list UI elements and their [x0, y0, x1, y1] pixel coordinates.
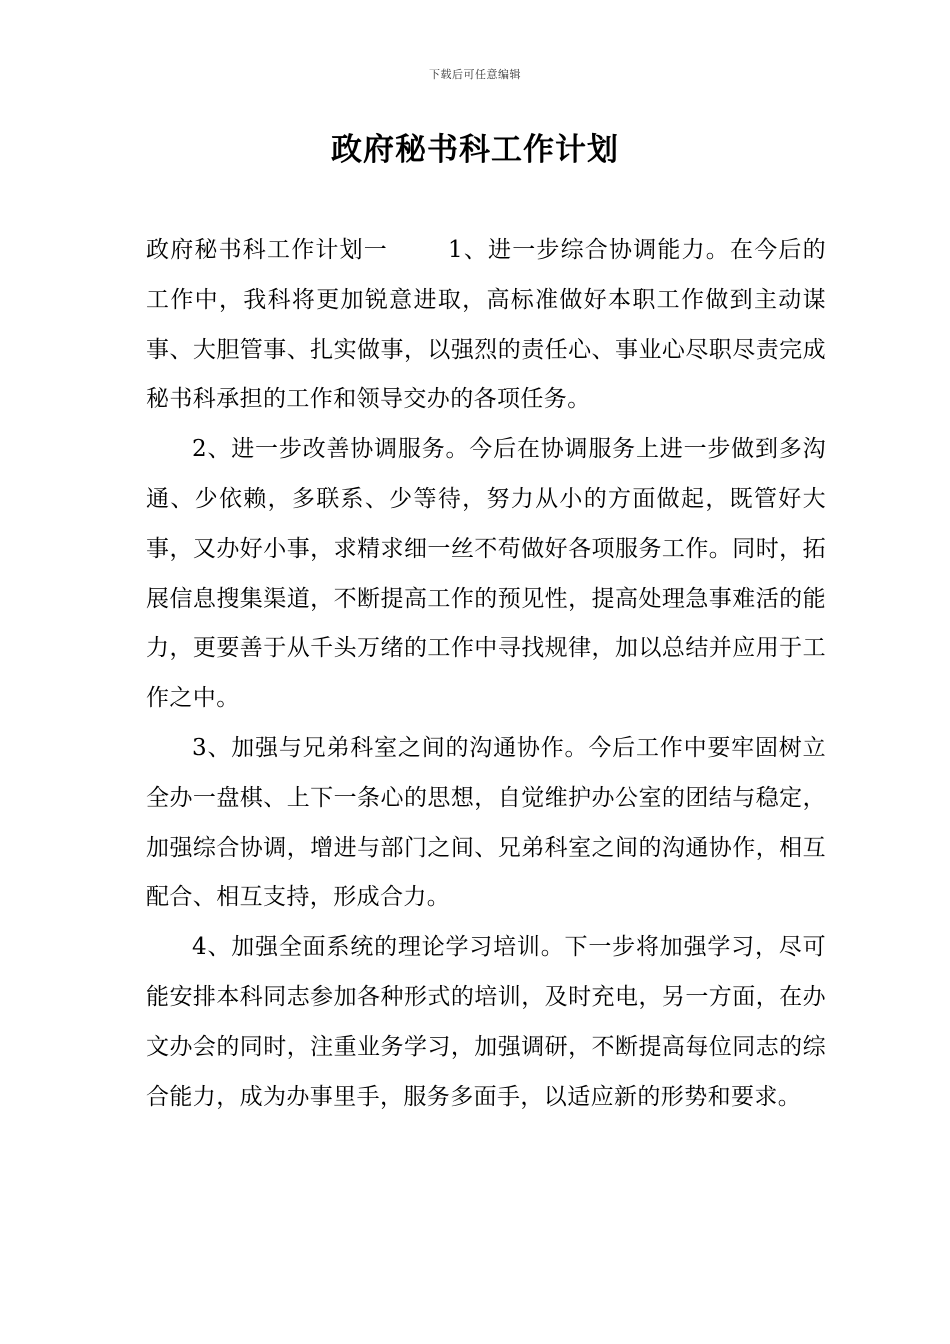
document-title: 政府秘书科工作计划 [331, 132, 619, 168]
document-body [146, 226, 826, 1122]
paragraph-1-lead: 政府秘书科工作计划一 [146, 237, 388, 263]
paragraph-3: 3、加强与兄弟科室之间的沟通协作。今后工作中要牢固树立全办一盘棋、上下一条心的思想，自觉维护办公室的团结与稳定，加强综合协调，增进与部门之间、兄弟科室之间的沟通协作，相互配合、相互支持，形成合力。 [146, 734, 826, 911]
paragraph-1-body: 1、进一步综合协调能力。在今后的工作中，我科将更加锐意进取，高标准做好本职工作做到主动谋事、大胆管事、扎实做事，以强烈的责任心、事业心尽职尽责完成秘书科承担的工作和领导交办的各项任务。 [146, 237, 826, 413]
paragraph-4: 4、加强全面系统的理论学习培训。下一步将加强学习，尽可能安排本科同志参加各种形式的培训，及时充电，另一方面，在办文办会的同时，注重业务学习，加强调研，不断提高每位同志的综合能力，成为办事里手，服务多面手，以适应新的形势和要求。 [146, 934, 826, 1110]
paragraph-2: 2、进一步改善协调服务。今后在协调服务上进一步做到多沟通、少依赖，多联系、少等待，努力从小的方面做起，既管好大事，又办好小事，求精求细一丝不苟做好各项服务工作。同时，拓展信息搜集渠道，不断提高工作的预见性，提高处理急事难活的能力，更要善于从千头万绪的工作中寻找规律，加以总结并应用于工作之中。 [146, 436, 826, 712]
paragraph-1 [146, 226, 826, 425]
header-note: 下载后可任意编辑 [429, 68, 521, 81]
